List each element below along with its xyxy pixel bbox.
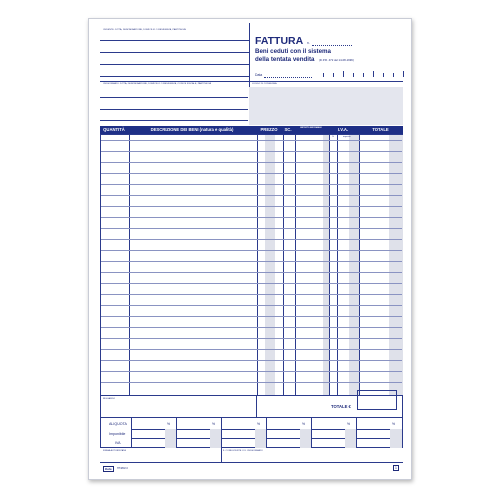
page-number: 1: [393, 465, 399, 471]
law-reference: (D.P.R. 472 del 14-08-1996): [319, 58, 354, 62]
notes-label: RIGUARDO: [103, 398, 116, 400]
rate-percent-2: %: [212, 422, 216, 426]
rate-percent-1: %: [167, 422, 171, 426]
taxable-label: Imponibile: [109, 432, 126, 436]
col-quantity: QUANTITÀ: [103, 127, 125, 132]
vat-percent-subheader: %: [332, 136, 334, 138]
buyer-line-3: [100, 120, 248, 121]
total-label: TOTALE €: [331, 404, 351, 409]
vat-breakdown: [100, 418, 403, 448]
col-price: PREZZO: [260, 127, 278, 132]
consignment-label: IL CONDUCENTE O IL CESSIONARIO: [223, 450, 263, 452]
invoice-subtitle-1: Beni ceduti con il sistema: [255, 48, 331, 55]
rate-percent-4: %: [302, 422, 306, 426]
seller-line-2: [100, 52, 250, 53]
vat-label: IVA: [115, 441, 121, 445]
items-table-body: [100, 134, 403, 396]
invoice-sheet: [88, 18, 412, 480]
col-vat: I.V.A.: [337, 127, 349, 132]
seller-field-label: CEDENTE: DITTA, DENOMINAZIONE, DOMICILIO O RESIDENZA, PARTITA IVA: [103, 29, 186, 31]
col-description: DESCRIZIONE DEI BENI (natura e qualità): [150, 127, 234, 132]
col-discount: SC.: [284, 127, 292, 132]
invoice-number-label: n.: [307, 41, 310, 45]
total-amount-box[interactable]: [357, 390, 397, 410]
signature-label: FIRMA AUTORIZZATA: [103, 450, 126, 452]
rate-percent-3: %: [257, 422, 261, 426]
items-table-header: [100, 126, 403, 134]
delivery-field-label: LUOGO DI CONSEGNA: [252, 83, 277, 85]
invoice-title: FATTURA: [255, 35, 304, 47]
buyer-line-1: [100, 97, 248, 98]
rate-percent-5: %: [347, 422, 351, 426]
col-total: TOTALE: [372, 127, 389, 132]
rate-percent-6: %: [392, 422, 396, 426]
buyer-field-label: CESSIONARIO: DITTA, DENOMINAZIONE, DOMICILIO O RESIDENZA, CODICE FISCALE, PARTITA IVA: [103, 83, 211, 85]
brand-logo: Data: [105, 467, 112, 471]
rate-label: ALIQUOTA: [109, 422, 127, 426]
seller-line-3: [100, 64, 250, 65]
seller-line-4: [100, 76, 250, 77]
form-code: HT4802.0: [117, 467, 128, 470]
buyer-line-2: [100, 109, 248, 110]
date-digit-boxes: [319, 71, 403, 77]
date-field[interactable]: [264, 77, 312, 78]
delivery-field[interactable]: [249, 87, 403, 125]
vat-amount-subheader: importo: [343, 136, 351, 138]
col-taxable: IMPORTO IMPONIBILE: [300, 127, 322, 129]
date-label: Data: [255, 73, 263, 77]
invoice-subtitle-2: della tentata vendita: [255, 56, 315, 63]
invoice-number-field[interactable]: [312, 45, 352, 46]
seller-line-1: [100, 40, 250, 41]
